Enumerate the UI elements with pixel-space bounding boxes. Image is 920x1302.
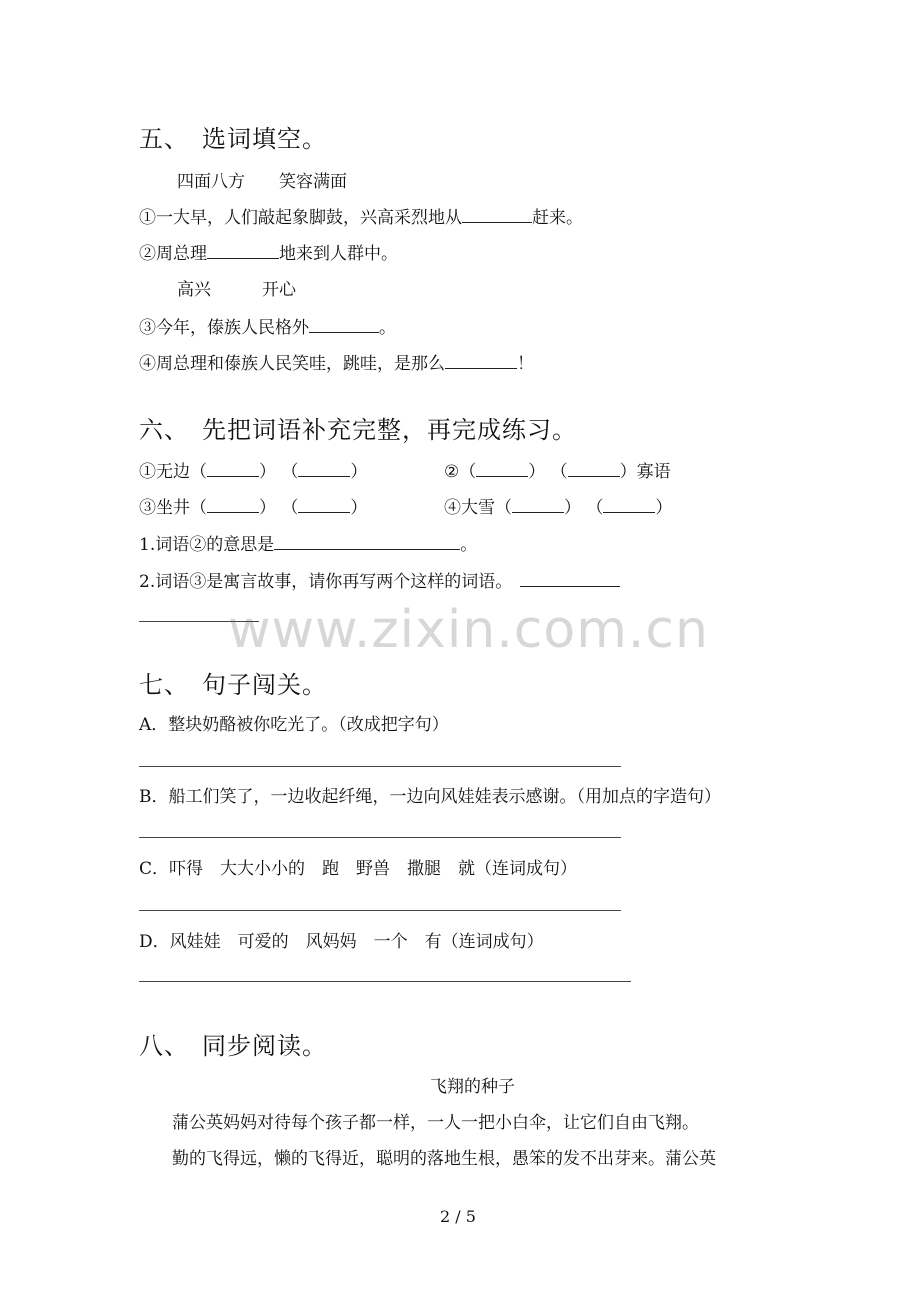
passage-title: 飞翔的种子 — [430, 1077, 515, 1097]
paren-close: ） — [259, 462, 276, 482]
paren-open: （ — [495, 498, 512, 518]
passage-paragraph-1: 蒲公英妈妈对待每个孩子都一样，一人一把小白伞，让它们自由飞翔。 — [172, 1113, 699, 1133]
section5-title: 五、 选词填空。 — [139, 125, 327, 153]
idiom-label: ② — [444, 462, 460, 482]
task-b: B．船工们笑了，一边收起纤绳，一边向风娃娃表示感谢。（用加点的字造句） — [139, 787, 721, 807]
idiom-item-1 — [139, 457, 367, 482]
section6-title: 六、 先把词语补充完整，再完成练习。 — [139, 416, 577, 444]
task-d: D．风娃娃 可爱的 风妈妈 一个 有（连词成句） — [139, 932, 544, 952]
q1-text: ①一大早，人们敲起象脚鼓，兴高采烈地从 — [139, 208, 462, 228]
answer-blank[interactable] — [520, 569, 620, 587]
idiom-label: ①无边 — [139, 462, 190, 482]
answer-blank[interactable] — [274, 532, 460, 550]
answer-blank[interactable] — [309, 315, 379, 333]
page-number: 2 / 5 — [440, 1207, 476, 1226]
paren-close: ） — [350, 462, 368, 482]
paren-open: （ — [586, 498, 604, 518]
idiom-item-3 — [139, 493, 367, 518]
paren-open: （ — [550, 462, 568, 482]
idiom-label: ④大雪 — [444, 498, 495, 518]
section8-title: 八、 同步阅读。 — [139, 1032, 327, 1060]
answer-line[interactable] — [139, 837, 621, 838]
idiom-blank[interactable] — [298, 495, 350, 513]
idiom-blank[interactable] — [207, 495, 259, 513]
answer-line[interactable] — [139, 766, 621, 767]
task-c: C．吓得 大大小小的 跑 野兽 撒腿 就（连词成句） — [139, 859, 578, 879]
paren-close: ） — [259, 498, 276, 518]
q2-text: ②周总理 — [139, 244, 207, 264]
answer-line[interactable] — [139, 621, 259, 622]
word-bank-a: 四面八方 笑容满面 — [177, 172, 347, 192]
answer-line[interactable] — [139, 981, 631, 982]
watermark: www.zixin.com.cn — [228, 600, 709, 660]
idiom-blank[interactable] — [207, 459, 259, 477]
word-bank-b: 高兴 开心 — [177, 280, 296, 300]
section7-title: 七、 句子闯关。 — [139, 671, 327, 699]
exercise-1 — [139, 530, 477, 555]
exercise-1-text: 1.词语②的意思是 — [139, 535, 275, 555]
paren-open: （ — [459, 462, 477, 482]
question-1 — [139, 203, 583, 228]
idiom-blank[interactable] — [568, 459, 620, 477]
q1-text-end: 赶来。 — [532, 208, 583, 228]
idiom-blank[interactable] — [512, 495, 564, 513]
paren-open: （ — [190, 498, 207, 518]
q3-text-end: 。 — [379, 318, 396, 338]
idiom-blank[interactable] — [298, 459, 350, 477]
question-2 — [139, 239, 398, 264]
exercise-2 — [139, 567, 620, 592]
paren-close: ） — [350, 498, 368, 518]
q4-text: ④周总理和傣族人民笑哇，跳哇，是那么 — [139, 354, 445, 374]
answer-blank[interactable] — [445, 351, 517, 369]
question-3 — [139, 313, 396, 338]
paren-open: （ — [190, 462, 207, 482]
paren-open: （ — [281, 498, 299, 518]
idiom-item-4 — [444, 493, 672, 518]
idiom-blank[interactable] — [603, 495, 655, 513]
paren-close: ） — [619, 462, 637, 482]
idiom-item-2 — [444, 457, 671, 482]
question-4 — [139, 349, 534, 374]
answer-line[interactable] — [139, 910, 621, 911]
paren-open: （ — [281, 462, 299, 482]
idiom-suffix: 寡语 — [636, 462, 671, 482]
paren-close: ） — [564, 498, 581, 518]
exercise-1-end: 。 — [460, 535, 478, 555]
q3-text: ③今年，傣族人民格外 — [139, 318, 309, 338]
idiom-label: ③坐井 — [139, 498, 190, 518]
q2-text-end: 地来到人群中。 — [279, 244, 398, 264]
task-a: A．整块奶酪被你吃光了。（改成把字句） — [139, 715, 449, 735]
answer-blank[interactable] — [462, 205, 532, 223]
paren-close: ） — [655, 498, 673, 518]
exercise-2-text: 2.词语③是寓言故事，请你再写两个这样的词语。 — [139, 572, 513, 592]
passage-paragraph-2: 勤的飞得远，懒的飞得近，聪明的落地生根，愚笨的发不出芽来。蒲公英 — [172, 1149, 716, 1169]
q4-text-end: ！ — [517, 354, 534, 374]
answer-blank[interactable] — [207, 241, 279, 259]
paren-close: ） — [528, 462, 546, 482]
idiom-blank[interactable] — [476, 459, 528, 477]
